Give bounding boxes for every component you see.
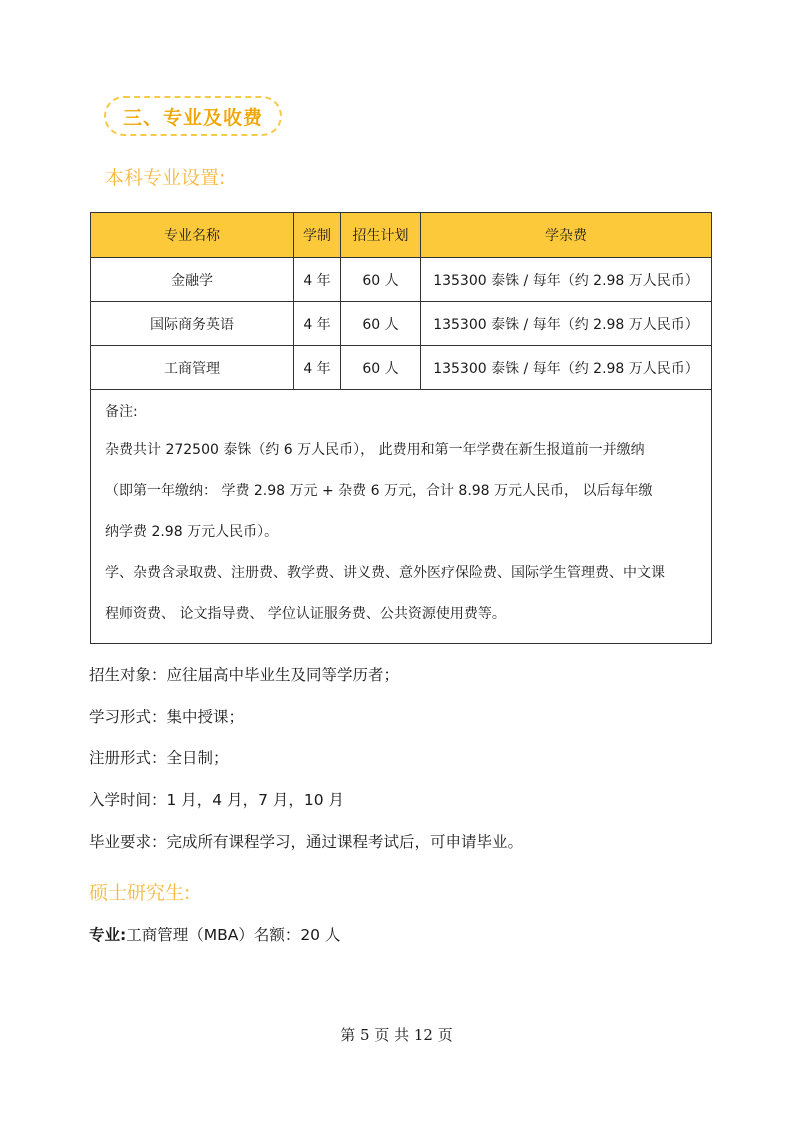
header-duration: 学制 — [294, 213, 341, 258]
master-major-label: 专业: — [89, 926, 127, 944]
cell-plan: 60 人 — [341, 302, 421, 346]
info-target: 招生对象：应往届高中毕业生及同等学历者； — [89, 666, 400, 684]
info-intake: 入学时间：1 月，4 月，7 月，10 月 — [89, 791, 345, 809]
section-title-badge — [104, 96, 282, 136]
page-footer: 第 5 页 共 12 页 — [340, 1026, 453, 1044]
master-major — [89, 923, 340, 945]
master-major-text: 工商管理（MBA）名额：20 人 — [126, 926, 341, 944]
header-plan: 招生计划 — [341, 213, 421, 258]
cell-duration: 4 年 — [294, 258, 341, 302]
section-title: 三、专业及收费 — [122, 106, 263, 129]
cell-major: 金融学 — [91, 258, 294, 302]
cell-duration: 4 年 — [294, 346, 341, 390]
notes-cell — [91, 390, 712, 644]
cell-fee: 135300 泰铢 / 每年（约 2.98 万人民币） — [421, 258, 712, 302]
notes-label: 备注: — [105, 404, 138, 420]
cell-fee: 135300 泰铢 / 每年（约 2.98 万人民币） — [421, 302, 712, 346]
master-heading: 硕士研究生: — [89, 882, 191, 904]
notes-row — [91, 390, 712, 644]
table-row — [91, 258, 712, 302]
fee-table — [90, 212, 712, 644]
notes-line: （即第一年缴纳： 学费 2.98 万元 + 杂费 6 万元，合计 8.98 万元人民币， 以后每年缴 — [105, 483, 653, 499]
notes-line: 纳学费 2.98 万元人民币）。 — [105, 524, 279, 540]
notes-line: 杂费共计 272500 泰铢（约 6 万人民币）， 此费用和第一年学费在新生报道前一并缴纳 — [105, 442, 645, 458]
table-header-row — [91, 213, 712, 258]
header-fee: 学杂费 — [421, 213, 712, 258]
info-study-form: 学习形式：集中授课； — [89, 708, 245, 726]
cell-plan: 60 人 — [341, 346, 421, 390]
notes-line: 程师资费、 论文指导费、 学位认证服务费、公共资源使用费等。 — [105, 606, 506, 622]
undergrad-heading: 本科专业设置: — [105, 167, 226, 189]
notes-line: 学、杂费含录取费、注册费、教学费、讲义费、意外医疗保险费、国际学生管理费、中文课 — [105, 565, 665, 581]
table-row — [91, 302, 712, 346]
header-major: 专业名称 — [91, 213, 294, 258]
cell-major: 国际商务英语 — [91, 302, 294, 346]
cell-fee: 135300 泰铢 / 每年（约 2.98 万人民币） — [421, 346, 712, 390]
table-row — [91, 346, 712, 390]
info-registration: 注册形式：全日制； — [89, 749, 229, 767]
cell-duration: 4 年 — [294, 302, 341, 346]
cell-plan: 60 人 — [341, 258, 421, 302]
cell-major: 工商管理 — [91, 346, 294, 390]
info-graduation: 毕业要求：完成所有课程学习，通过课程考试后，可申请毕业。 — [89, 833, 524, 851]
